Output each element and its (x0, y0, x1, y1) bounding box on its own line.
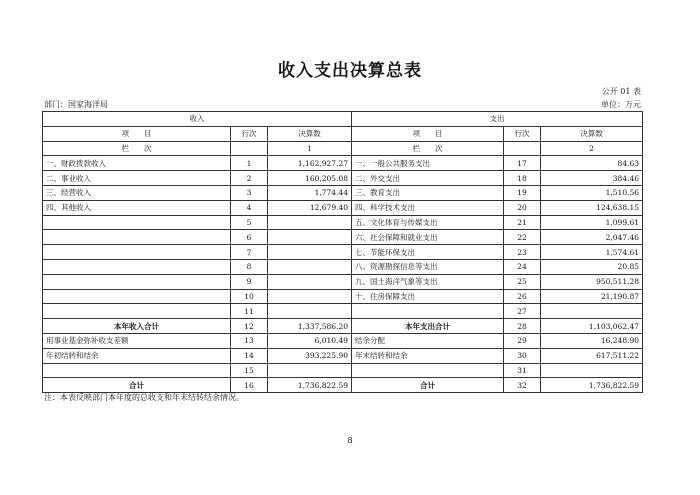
income-line-header: 行次 (231, 126, 268, 141)
header-group-row (43, 112, 643, 127)
expense-item-cell: 合计 (352, 378, 504, 393)
income-amount-cell: 6,010.49 (268, 333, 352, 348)
table-row (43, 230, 643, 245)
expense-amount-cell: 1,736,822.59 (541, 378, 643, 393)
income-line-cell: 9 (231, 274, 268, 289)
expense-item-cell: 八、资源勘探信息等支出 (352, 259, 504, 274)
table-row (43, 348, 643, 363)
income-amount-cell: 1,736,822.59 (268, 378, 352, 393)
page-title: 收入支出决算总表 (278, 61, 422, 81)
income-amount-cell (268, 259, 352, 274)
table-row (43, 245, 643, 260)
expense-item-cell (352, 363, 504, 378)
income-item-cell (43, 215, 231, 230)
expense-line-cell: 30 (504, 348, 541, 363)
expense-line-cell: 26 (504, 289, 541, 304)
income-item-cell (43, 363, 231, 378)
table-row (43, 156, 643, 171)
expense-amount-cell: 16,248.90 (541, 333, 643, 348)
expense-line-cell: 21 (504, 215, 541, 230)
income-item-cell (43, 259, 231, 274)
expense-column-label: 栏 次 (352, 141, 504, 156)
income-item-cell (43, 289, 231, 304)
expense-line-cell: 25 (504, 274, 541, 289)
expense-line-cell: 18 (504, 171, 541, 186)
expense-amount-cell (541, 304, 643, 319)
expense-column-number: 2 (541, 141, 643, 156)
income-amount-cell (268, 289, 352, 304)
expense-line-cell: 17 (504, 156, 541, 171)
income-item-cell: 合计 (43, 378, 231, 393)
income-amount-cell (268, 274, 352, 289)
income-item-cell (43, 245, 231, 260)
expense-amount-cell: 124,638.15 (541, 200, 643, 215)
expense-item-cell: 一、一般公共服务支出 (352, 156, 504, 171)
income-item-cell (43, 304, 231, 319)
table-row (43, 274, 643, 289)
expense-amount-cell: 2,047.46 (541, 230, 643, 245)
table-row (43, 259, 643, 274)
expense-item-cell: 结余分配 (352, 333, 504, 348)
expense-line-cell: 19 (504, 185, 541, 200)
income-amount-cell: 1,774.44 (268, 185, 352, 200)
expense-line-cell: 31 (504, 363, 541, 378)
footnote: 注：本表反映部门本年度的总收支和年末结转结余情况。 (44, 393, 244, 402)
income-header: 收入 (43, 112, 352, 127)
income-amount-cell: 160,205.08 (268, 171, 352, 186)
income-line-cell: 14 (231, 348, 268, 363)
income-line-cell: 2 (231, 171, 268, 186)
income-column-number: 1 (268, 141, 352, 156)
table-row (43, 289, 643, 304)
income-line-cell: 16 (231, 378, 268, 393)
income-column-label: 栏 次 (43, 141, 231, 156)
income-item-cell: 年初结转和结余 (43, 348, 231, 363)
header-column-row (43, 126, 643, 141)
table-row (43, 363, 643, 378)
income-line-cell: 6 (231, 230, 268, 245)
expense-item-cell: 七、节能环保支出 (352, 245, 504, 260)
income-item-cell: 本年收入合计 (43, 319, 231, 334)
income-amount-cell (268, 304, 352, 319)
table-row (43, 319, 643, 334)
income-amount-cell (268, 230, 352, 245)
table-row (43, 304, 643, 319)
expense-line-cell: 23 (504, 245, 541, 260)
income-item-cell (43, 274, 231, 289)
income-line-cell: 7 (231, 245, 268, 260)
expense-line-blank (504, 141, 541, 156)
income-item-cell: 二、事业收入 (43, 171, 231, 186)
expense-amount-cell: 1,103,062.47 (541, 319, 643, 334)
income-line-cell: 3 (231, 185, 268, 200)
expense-item-cell: 三、教育支出 (352, 185, 504, 200)
income-line-cell: 1 (231, 156, 268, 171)
table-row (43, 200, 643, 215)
table-row (43, 171, 643, 186)
income-line-cell: 8 (231, 259, 268, 274)
income-item-cell: 三、经营收入 (43, 185, 231, 200)
expense-header: 支出 (352, 112, 643, 127)
income-amount-cell: 12,679.40 (268, 200, 352, 215)
expense-item-cell (352, 304, 504, 319)
expense-line-cell: 22 (504, 230, 541, 245)
table-row (43, 378, 643, 393)
expense-line-cell: 24 (504, 259, 541, 274)
expense-line-cell: 32 (504, 378, 541, 393)
expense-amount-cell: 20.85 (541, 259, 643, 274)
table-row (43, 333, 643, 348)
expense-item-cell: 年末结转和结余 (352, 348, 504, 363)
department-label: 部门：国家海洋局 (44, 100, 108, 109)
income-line-blank (231, 141, 268, 156)
expense-item-cell: 九、国土海洋气象等支出 (352, 274, 504, 289)
table-row (43, 215, 643, 230)
income-amount-cell (268, 215, 352, 230)
expense-amount-cell: 617,511.22 (541, 348, 643, 363)
income-amount-cell (268, 245, 352, 260)
expense-line-header: 行次 (504, 126, 541, 141)
expense-item-cell: 本年支出合计 (352, 319, 504, 334)
income-amount-cell: 1,162,927.27 (268, 156, 352, 171)
income-line-cell: 4 (231, 200, 268, 215)
income-amount-header: 决算数 (268, 126, 352, 141)
expense-item-cell: 五、文化体育与传媒支出 (352, 215, 504, 230)
income-line-cell: 10 (231, 289, 268, 304)
table-row (43, 185, 643, 200)
income-line-cell: 5 (231, 215, 268, 230)
expense-line-cell: 20 (504, 200, 541, 215)
unit-label: 单位：万元 (601, 100, 641, 109)
expense-amount-cell: 384.46 (541, 171, 643, 186)
expense-item-cell: 六、社会保障和就业支出 (352, 230, 504, 245)
income-item-cell: 一、财政拨款收入 (43, 156, 231, 171)
income-item-cell: 四、其他收入 (43, 200, 231, 215)
income-line-cell: 15 (231, 363, 268, 378)
expense-item-cell: 二、外交支出 (352, 171, 504, 186)
income-amount-cell: 1,337,586.20 (268, 319, 352, 334)
income-line-cell: 13 (231, 333, 268, 348)
expense-amount-cell: 950,511.28 (541, 274, 643, 289)
expense-item-cell: 四、科学技术支出 (352, 200, 504, 215)
page-number: 8 (347, 436, 353, 445)
expense-line-cell: 29 (504, 333, 541, 348)
income-line-cell: 12 (231, 319, 268, 334)
income-line-cell: 11 (231, 304, 268, 319)
expense-amount-cell: 1,099.61 (541, 215, 643, 230)
expense-item-cell: 十、住房保障支出 (352, 289, 504, 304)
column-number-row (43, 141, 643, 156)
expense-line-cell: 28 (504, 319, 541, 334)
expense-amount-header: 决算数 (541, 126, 643, 141)
expense-amount-cell (541, 363, 643, 378)
form-number: 公开 01 表 (601, 87, 641, 96)
summary-table (42, 111, 643, 393)
table-body (43, 156, 643, 393)
expense-amount-cell: 21,190.87 (541, 289, 643, 304)
income-item-cell: 用事业基金弥补收支差额 (43, 333, 231, 348)
income-item-header: 项 目 (43, 126, 231, 141)
expense-amount-cell: 84.63 (541, 156, 643, 171)
expense-amount-cell: 1,510.56 (541, 185, 643, 200)
expense-amount-cell: 1,574.61 (541, 245, 643, 260)
expense-item-header: 项 目 (352, 126, 504, 141)
income-amount-cell (268, 363, 352, 378)
expense-line-cell: 27 (504, 304, 541, 319)
income-item-cell (43, 230, 231, 245)
income-amount-cell: 393,225.90 (268, 348, 352, 363)
